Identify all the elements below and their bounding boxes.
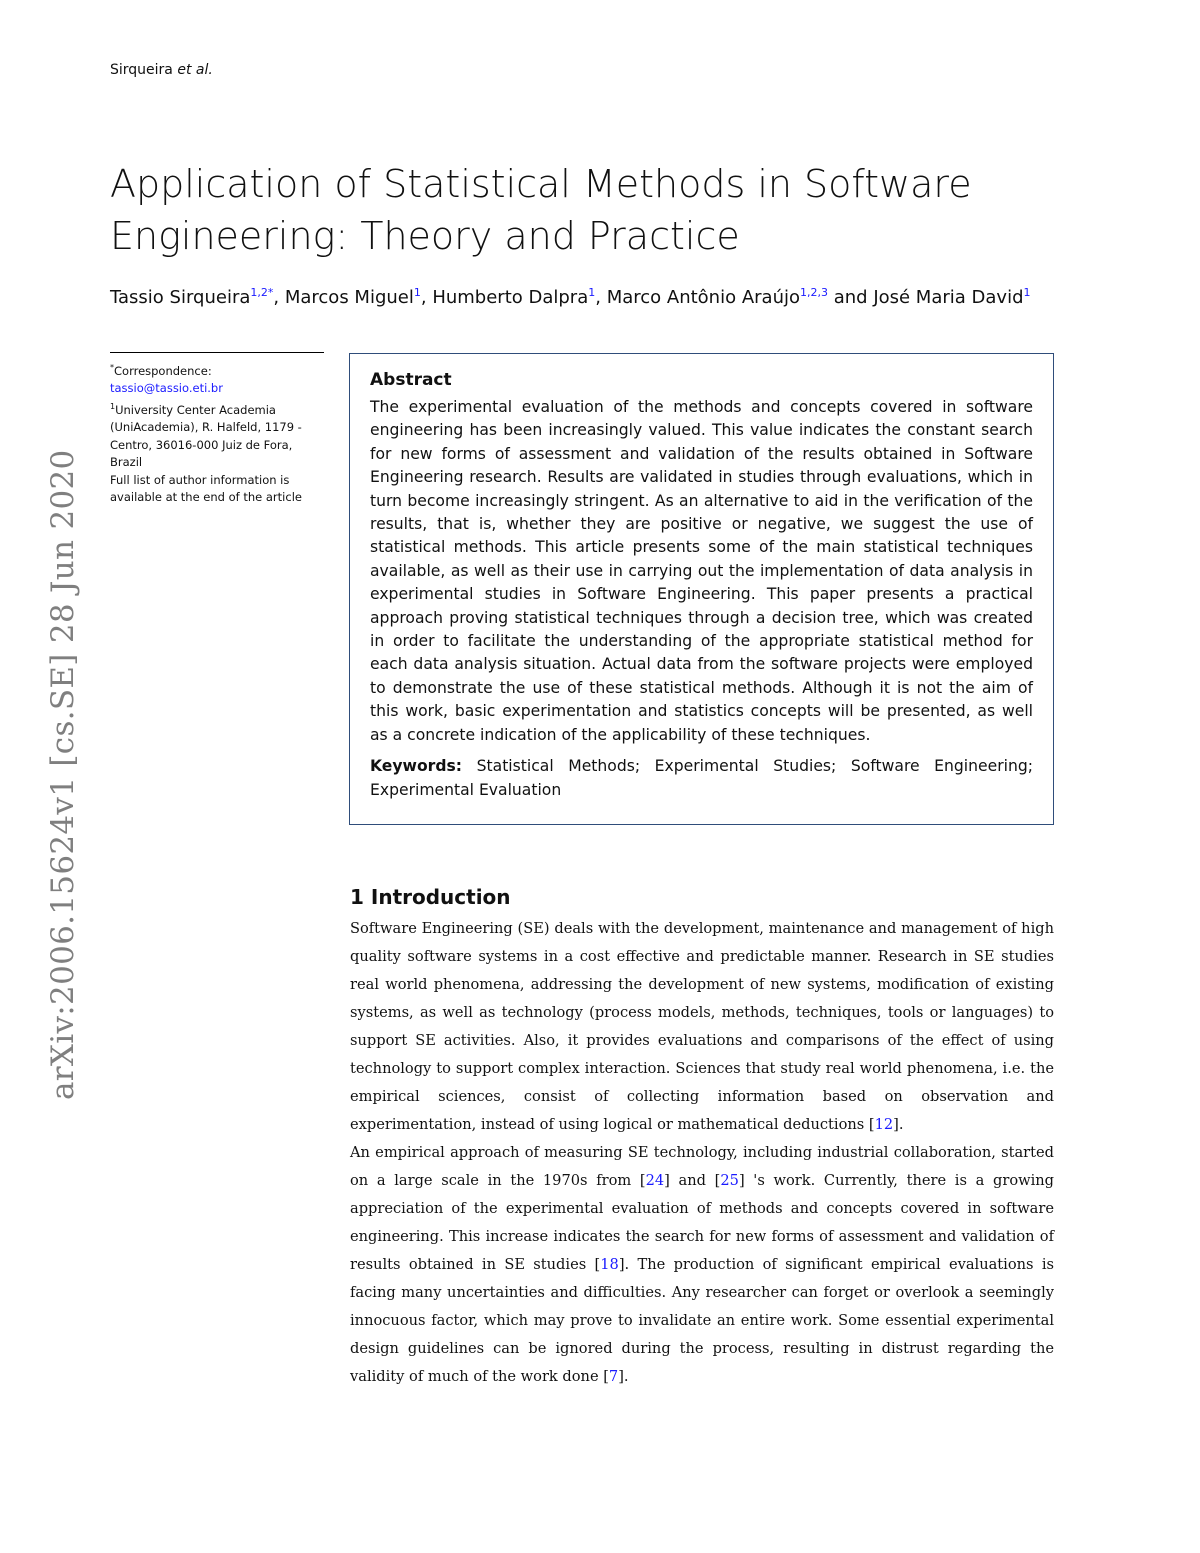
correspondence-sidenote <box>110 352 324 507</box>
section-number: 1 <box>350 885 364 909</box>
correspondence-line <box>110 359 324 380</box>
affiliation-line <box>110 398 324 472</box>
author-name: Humberto Dalpra <box>432 287 589 308</box>
author-name: Tassio Sirqueira <box>110 287 251 308</box>
author-separator: , <box>420 287 433 308</box>
abstract-heading: Abstract <box>370 370 452 390</box>
paragraph-text: ] 's work. Currently, there is a growing appreciation of the experimental evaluation of methods and concepts covered in software engineering. This increase indicates the search for new forms of assessment and validation of results obtained in SE studies [ <box>350 1172 1055 1273</box>
abstract-box <box>349 353 1054 825</box>
paragraph-text: Software Engineering (SE) deals with the development, maintenance and management of high quality software systems in a cost effective and predictable manner. Research in SE studies real world phenomena, addressing the development of new systems, modification of existing systems, as well as technology (process models, methods, techniques, tools or languages) to support SE activities. Also, it provides evaluations and comparisons of the effect of using technology to support complex interaction. Sciences that study real world phenomena, i.e. the empirical sciences, consist of collecting information based on observation and experimentation, instead of using logical or mathematical deductions [ <box>350 920 1054 1133</box>
paragraph <box>350 1139 1054 1391</box>
author-name: Marco Antônio Araújo <box>606 287 800 308</box>
author-separator: , <box>595 287 607 308</box>
citation-link[interactable]: 12 <box>874 1116 894 1133</box>
author-name: José Maria David <box>873 287 1024 308</box>
abstract-text: The experimental evaluation of the methods and concepts covered in software engineering has been increasingly valued. This value indicates the constant search for new forms of assessment and validation of the results obtained in Software Engineering research. Results are validated in studies through evaluations, which in turn become increasingly stringent. As an alternative to aid in the verification of the results, that is, whether they are positive or negative, we suggest the use of statistical methods. This article presents some of the main statistical techniques available, as well as their use in carrying out the implementation of data analysis in experimental studies in Software Engineering. This paper presents a practical approach proving statistical techniques through a decision tree, which was created in order to facilitate the understanding of the appropriate statistical method for each data analysis situation. Actual data from the software projects were employed to demonstrate the use of these statistical methods. Although it is not the aim of this work, basic experimentation and statistics concepts will be presented, as well as a concrete indication of the applicability of these techniques. <box>370 398 1033 744</box>
paragraph <box>350 915 1054 1139</box>
section-heading-introduction <box>350 885 511 909</box>
paragraph-text: ]. <box>893 1116 904 1133</box>
author-affiliation-mark[interactable]: 1 <box>413 286 421 299</box>
author-list <box>110 278 1040 312</box>
citation-link[interactable]: 25 <box>720 1172 739 1189</box>
affiliation-mark: 1 <box>110 401 116 411</box>
author-affiliation-mark[interactable]: 1,2,3 <box>800 286 828 299</box>
arxiv-stamp: arXiv:2006.15624v1 [cs.SE] 28 Jun 2020 <box>45 449 81 1100</box>
running-head <box>110 62 213 78</box>
citation-link[interactable]: 7 <box>608 1368 619 1385</box>
author-affiliation-mark[interactable]: 1 <box>588 286 596 299</box>
author-affiliation-mark[interactable]: 1 <box>1023 286 1031 299</box>
full-author-info-note: Full list of author information is available at the end of the article <box>110 472 302 505</box>
author-affiliation-mark[interactable]: 1,2* <box>250 286 274 299</box>
keywords-text: Statistical Methods; Experimental Studies; Software Engineering; Experimental Evaluation <box>370 757 1033 799</box>
affiliation-text: University Center Academia (UniAcademia), R. Halfeld, 1179 - Centro, 36016-000 Juiz de Fora, Brazil <box>110 402 302 470</box>
running-head-etal: et al. <box>177 62 213 78</box>
section-title: Introduction <box>370 885 511 909</box>
keywords-line <box>370 755 1033 802</box>
paragraph-text: ]. The production of significant empirical evaluations is facing many uncertainties and difficulties. Any researcher can forget or overlook a seemingly innocuous factor, which may prove to invalidate an entire work. Some essential experimental design guidelines can be ignored during the process, resulting in distrust regarding the validity of much of the work done [ <box>350 1256 1054 1385</box>
citation-link[interactable]: 18 <box>600 1256 619 1273</box>
author-name: Marcos Miguel <box>284 287 414 308</box>
correspondence-email-link[interactable]: tassio@tassio.eti.br <box>110 381 223 396</box>
correspondence-label: Correspondence: <box>114 363 212 378</box>
paper-title: Application of Statistical Methods in Software Engineering: Theory and Practice <box>110 162 972 258</box>
paragraph-text: ] and [ <box>664 1172 721 1189</box>
paragraph-text: An empirical approach of measuring SE technology, including industrial collaboration, started on a large scale in the 1970s from [ <box>350 1144 1054 1189</box>
paragraph-text: ]. <box>618 1368 629 1385</box>
keywords-label: Keywords: <box>370 757 463 776</box>
citation-link[interactable]: 24 <box>645 1172 665 1189</box>
corresponding-mark: * <box>110 363 114 372</box>
introduction-body <box>350 915 1054 1391</box>
running-head-author: Sirqueira <box>110 62 173 78</box>
author-separator: and <box>828 287 874 308</box>
author-separator: , <box>273 287 285 308</box>
